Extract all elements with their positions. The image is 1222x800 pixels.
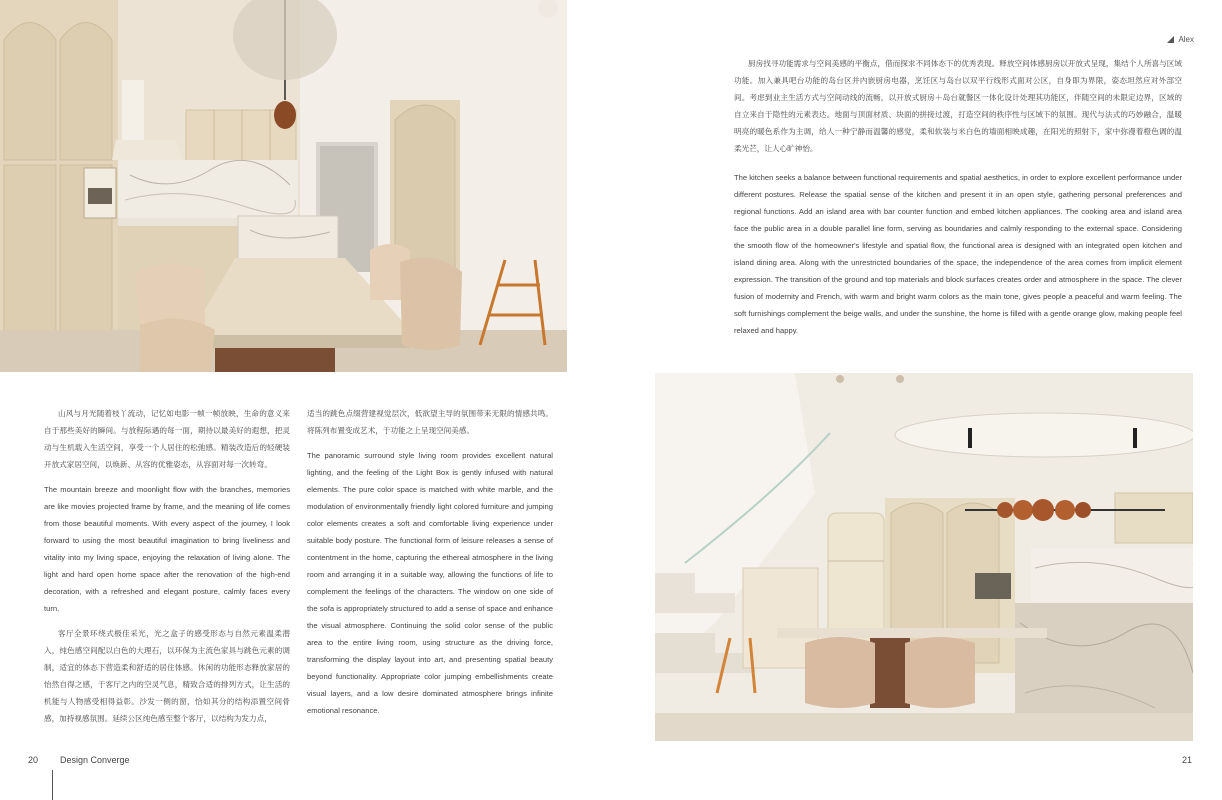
page-number-left: 20 — [28, 755, 39, 765]
author-credit — [1167, 35, 1194, 44]
chinese-paragraph: 适当的跳色点缀营建视觉层次，低欲望主导的氛围带来无限的情感共鸣。将陈列布置变成艺术，于功能之上呈现空间美感。 — [307, 409, 553, 435]
author-name: Alex — [1178, 35, 1194, 44]
chinese-paragraph: 客厅全景环绕式极佳采光，光之盒子的感受形态与自然元素温柔潜入，纯色感空间配以白色的大理石，以环保为主流色家具与跳色元素的调制，适宜的体态下营造柔和舒适的居住体感。休闲的功能形态释放家居的怡然自得之感，于客厅之内的空灵气息，精致合适的排列方式，让生活的机能与人物感受相得益彰。沙发一侧的窗，恰如其分的结构添置空间骨感，加持视感氛围。延续公区纯色感至整个客厅，以结构为发力点， — [44, 629, 290, 723]
chinese-paragraph: 厨房找寻功能需求与空间美感的平衡点，借而探求不同体态下的优秀表现。释放空间体感厨房以开放式呈现，集结个人所喜与区域功能。加入兼具吧台功能的岛台区并内嵌厨房电器，烹饪区与岛台以双平行线形式面对公区，自身即为界限，姿态坦然应对外部空间。考虑到业主生活方式与空间动线的流畅，以开放式厨房＋岛台就餐区一体化设计处理其功能区，伴随空间的未限定边界，区域的自立来自于隐性的元素表达。地面与顶面材质、块面的拼接过渡，打造空间的秩序性与区域下的氛围。现代与法式的巧妙融合，温暖明亮的暖色系作为主调，给人一种宁静而温馨的感觉，柔和软装与米白色的墙面相映成趣，在阳光的照射下，家中弥漫着橙色调的温柔光芒，让人心旷神怡。 — [734, 59, 1182, 153]
dining-photo — [655, 373, 1193, 741]
triangle-icon — [1167, 36, 1174, 43]
right-column — [734, 55, 1182, 347]
right-page — [611, 0, 1222, 800]
english-paragraph: The mountain breeze and moonlight flow with the branches, memories are like movies projected frame by frame, and the meaning of life comes from those beautiful moments. With every aspect of the journey, I look forward to using the most beautiful imagination to bring liveliness and vitality into my living space, enjoying the relaxation of living alone. The light and hard open home space after the renovation of the high-end decoration, with a refreshed and elegant posture, calmly faces every turn. — [44, 485, 290, 613]
left-column-1 — [44, 405, 290, 735]
kitchen-photo — [0, 0, 567, 372]
left-column-2 — [307, 405, 553, 727]
chinese-paragraph: 山风与月光随着枝丫流动，记忆如电影一帧一帧放映，生命的意义来自于那些美好的瞬间。与放程际遇的每一面，期待以最美好的遐想，把灵动与生机载入生活空间，享受一个人居住的松弛感。精装改造后的轻硬装开放式家居空间，以焕新、从容的优雅姿态，从容面对每一次转弯。 — [44, 409, 290, 469]
magazine-title: Design Converge — [60, 755, 130, 765]
footer-rule — [52, 770, 53, 800]
english-paragraph: The panoramic surround style living room provides excellent natural lighting, and the feeling of the Light Box is gently infused with natural elements. The pure color space is matched with white marble, and the modulation of environmentally friendly light colored furniture and jumping color elements creates a soft and comfortable living experience under suitable body posture. The functional form of leisure releases a sense of contentment in the home, capturing the ethereal atmosphere in the living room and arranging it in a suitable way, allowing the functions of life to complement the feelings of the characters. The window on one side of the sofa is appropriately structured to add a sense of space and enhance the visual atmosphere. Continuing the solid color sense of the public area to the entire living room, using structure as the driving force, transforming the display layout into art, and presenting spatial beauty beyond functionality. Appropriate color jumping embellishments create visual layers, and a low desire dominated atmosphere brings infinite emotional resonance. — [307, 451, 553, 715]
page-number-right: 21 — [1182, 755, 1193, 765]
english-paragraph: The kitchen seeks a balance between functional requirements and spatial aesthetics, in order to explore excellent performance under different postures. Release the spatial sense of the kitchen and present it in an open style, gathering personal preferences and regional functions. Add an island area with bar counter function and embed kitchen appliances. The cooking area and island area face the public area in a double parallel line form, serving as boundaries and calmly responding to the external space. Considering the smooth flow of the homeowner's lifestyle and spatial flow, the functional area is designed with an integrated open kitchen and island dining area. Along with the unrestricted boundaries of the space, the independence of the area comes from implicit element expression. The transition of the ground and top materials and block surfaces creates order and atmosphere in the space. The clever fusion of modernity and French, with warm and bright warm colors as the main tone, gives people a peaceful and warm feeling. The soft furnishings complement the beige walls, and under the sunshine, the home is filled with a gentle orange glow, making people feel relaxed and happy. — [734, 173, 1182, 335]
kitchen-photo-illustration — [0, 0, 567, 372]
dining-photo-illustration — [655, 373, 1193, 741]
